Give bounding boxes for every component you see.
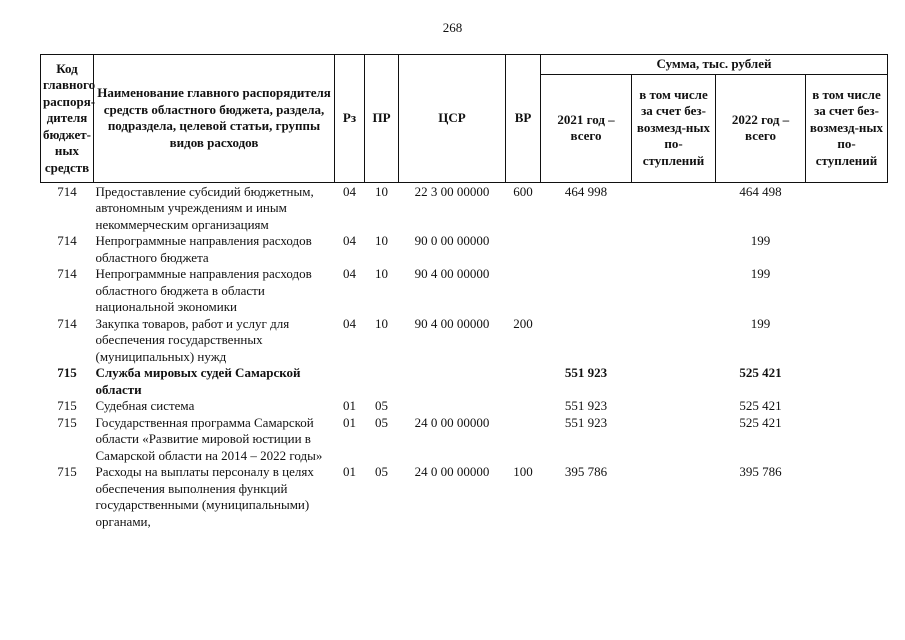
sum-2022-cell: 525 421: [739, 414, 782, 430]
rz-cell: 01: [343, 464, 356, 479]
sum-2022-cell: 199: [750, 266, 771, 281]
header-sum: Сумма, тыс. рублей: [541, 55, 888, 75]
name-cell: Государственная программа Самарской области «Развитие мировой юстиции в Самарской области на 2014 – 2022 годы»: [95, 414, 323, 463]
budget-table: [40, 54, 888, 530]
pr-cell: 10: [375, 233, 388, 248]
pr-cell: 10: [375, 183, 388, 199]
grants-2021-cell: [632, 182, 716, 233]
page-number: 268: [442, 20, 463, 35]
header-2021-total: 2021 год – всего: [541, 74, 632, 182]
vr-cell: 200: [513, 315, 533, 331]
vr-cell: 100: [513, 464, 533, 479]
csr-cell: [399, 398, 506, 415]
csr-cell: 24 0 00 00000: [414, 464, 490, 479]
code-cell: 714: [57, 233, 77, 248]
csr-cell: 90 4 00 00000: [414, 266, 490, 281]
rz-cell: [335, 365, 365, 398]
grants-2022-cell: [806, 233, 888, 266]
table-row: [41, 398, 888, 415]
header-name: Наименование главного распорядителя средств областного бюджета, раздела, подраздела, целевой статьи, группы видов расходов: [94, 55, 335, 183]
grants-2022-cell: [806, 316, 888, 366]
name-cell: Предоставление субсидий бюджетным, автономным учреждениям и иным некоммерческим организациям: [95, 183, 314, 232]
grants-2021-cell: [632, 415, 716, 465]
sum-2022-cell: 525 421: [739, 398, 782, 413]
grants-2021-cell: [632, 316, 716, 366]
table-row: [41, 233, 888, 266]
grants-2021-cell: [632, 365, 716, 398]
pr-cell: 05: [375, 414, 388, 430]
csr-cell: 90 0 00 00000: [414, 233, 490, 248]
header-2022-total: 2022 год – всего: [716, 74, 806, 182]
code-cell: 714: [57, 315, 77, 331]
grants-2021-cell: [632, 233, 716, 266]
rz-cell: 01: [343, 398, 356, 413]
name-cell: Судебная система: [95, 398, 195, 413]
header-2022-grants: в том числе за счет без-возмезд-ных по-ступлений: [806, 74, 888, 182]
code-cell: 715: [57, 365, 77, 380]
name-cell: Непрограммные направления расходов областного бюджета: [95, 233, 312, 265]
sum-2021-cell: [541, 316, 632, 366]
header-vr: ВР: [506, 55, 541, 183]
name-cell: Служба мировых судей Самарской области: [95, 365, 301, 397]
header-csr: ЦСР: [399, 55, 506, 183]
pr-cell: 10: [375, 266, 388, 281]
pr-cell: [365, 365, 399, 398]
sum-2021-cell: [541, 233, 632, 266]
pr-cell: 10: [375, 315, 388, 331]
sum-2022-cell: 525 421: [739, 365, 782, 380]
table-row: [41, 182, 888, 233]
code-cell: 714: [57, 266, 77, 281]
grants-2022-cell: [806, 365, 888, 398]
sum-2022-cell: 395 786: [739, 464, 782, 479]
rz-cell: 04: [343, 233, 356, 248]
table-header: [41, 55, 888, 183]
grants-2022-cell: [806, 464, 888, 530]
table-row: [41, 316, 888, 366]
table-body: [41, 182, 888, 530]
csr-cell: 22 3 00 00000: [414, 183, 490, 199]
sum-2021-cell: 464 998: [564, 183, 608, 199]
header-rz: Рз: [335, 55, 365, 183]
code-cell: 715: [57, 398, 77, 413]
csr-cell: [399, 365, 506, 398]
sum-2022-cell: 199: [750, 233, 771, 248]
sum-2022-cell: 199: [750, 315, 771, 331]
name-cell: Закупка товаров, работ и услуг для обеспечения государственных (муниципальных) нужд: [95, 315, 290, 364]
vr-cell: [506, 398, 541, 415]
grants-2022-cell: [806, 266, 888, 316]
vr-cell: [506, 415, 541, 465]
vr-cell: [506, 233, 541, 266]
grants-2022-cell: [806, 415, 888, 465]
grants-2021-cell: [632, 464, 716, 530]
table-row: [41, 464, 888, 530]
vr-cell: [506, 365, 541, 398]
sum-2021-cell: 395 786: [564, 464, 608, 479]
sum-2022-cell: 464 498: [739, 183, 782, 199]
csr-cell: 24 0 00 00000: [414, 414, 490, 430]
code-cell: 715: [57, 464, 77, 479]
grants-2021-cell: [632, 266, 716, 316]
sum-2021-cell: [541, 266, 632, 316]
rz-cell: 04: [343, 183, 356, 199]
code-cell: 715: [57, 414, 77, 430]
table-row: [41, 365, 888, 398]
code-cell: 714: [57, 183, 77, 199]
grants-2021-cell: [632, 398, 716, 415]
vr-cell: [506, 266, 541, 316]
rz-cell: 04: [343, 315, 356, 331]
name-cell: Расходы на выплаты персоналу в целях обеспечения выполнения функций государственными (муниципальными) органами,: [95, 464, 314, 529]
header-code: Код главного распоря-дителя бюджет-ных средств: [41, 55, 94, 183]
grants-2022-cell: [806, 398, 888, 415]
rz-cell: 01: [343, 414, 356, 430]
sum-2021-cell: 551 923: [564, 365, 608, 380]
sum-2021-cell: 551 923: [564, 398, 608, 413]
pr-cell: 05: [375, 398, 388, 413]
vr-cell: 600: [513, 183, 533, 199]
table-row: [41, 415, 888, 465]
grants-2022-cell: [806, 182, 888, 233]
name-cell: Непрограммные направления расходов областного бюджета в области национальной экономики: [95, 266, 312, 314]
header-pr: ПР: [365, 55, 399, 183]
csr-cell: 90 4 00 00000: [414, 315, 490, 331]
table-row: [41, 266, 888, 316]
rz-cell: 04: [343, 266, 356, 281]
pr-cell: 05: [375, 464, 388, 479]
header-2021-grants: в том числе за счет без-возмезд-ных по-ступлений: [632, 74, 716, 182]
sum-2021-cell: 551 923: [564, 414, 608, 430]
